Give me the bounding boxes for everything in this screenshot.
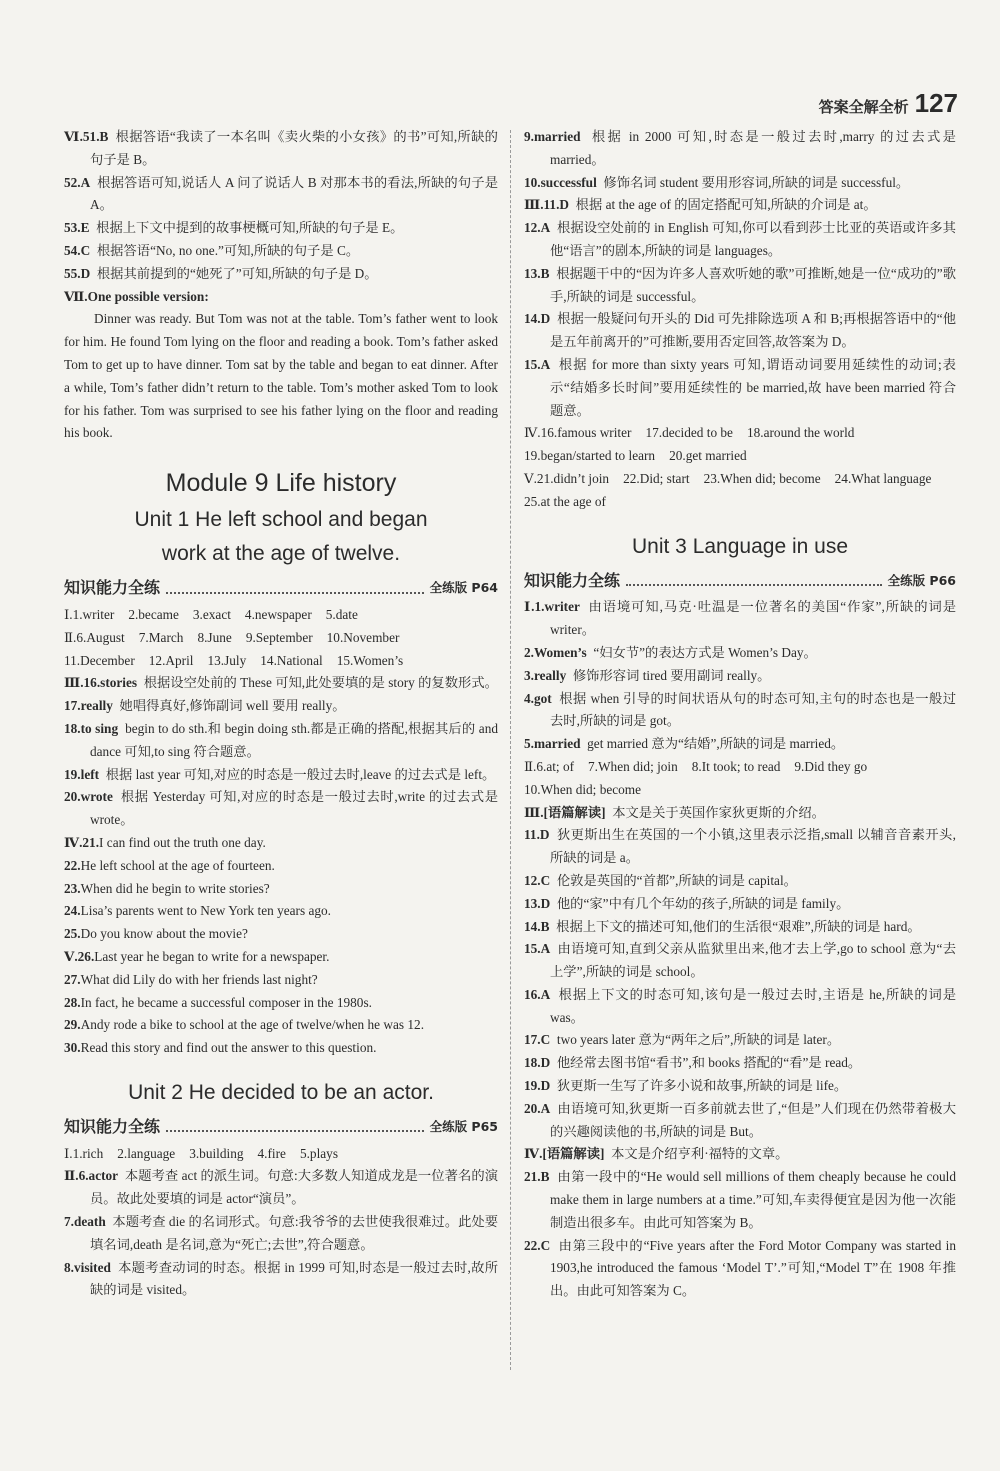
answer-item: 30.Read this story and find out the answer to this question.	[64, 1040, 377, 1056]
unit1-section-heading	[64, 577, 498, 600]
dotted-leader	[626, 576, 882, 586]
unit3-row-8: 10.When did; become	[524, 781, 642, 797]
unit1-answers	[64, 672, 498, 1060]
unit2-section-heading	[64, 1116, 498, 1139]
answer-item: Ⅰ.1.writer 由语境可知,马克·吐温是一位著名的美国“作家”,所缺的词是 writer。	[524, 599, 956, 638]
answer-item: 11.D 狄更斯出生在英国的一个小镇,这里表示泛指,small 以辅音音素开头,所缺的词是 a。	[524, 827, 956, 866]
answer-item: 21.B 由第一段中的“He would sell millions of them cheaply because he could make them in large numbers at a time.”可知,车卖得便宜是因为他一次能制造出很多车。由此可知答案为 B。	[524, 1169, 956, 1230]
answer-item: 53.E 根据上下文中提到的故事梗概可知,所缺的句子是 E。	[64, 220, 404, 236]
section-label: 知识能力全练	[64, 1116, 161, 1136]
answer-item: Ⅳ.21.I can find out the truth one day.	[64, 834, 266, 850]
answer-item: 2.Women’s “妇女节”的表达方式是 Women’s Day。	[524, 644, 817, 660]
answer-item: 7.death 本题考查 die 的名词形式。句意:我爷爷的去世使我很难过。此处要填名词,death 是名词,意为“死亡;去世”,符合题意。	[64, 1214, 499, 1252]
answer-item: 17.C two years later 意为“两年之后”,所缺的词是 later。	[524, 1032, 841, 1048]
unit2-answers-continued	[524, 126, 956, 422]
answer-item: 13.B 根据题干中的“因为许多人喜欢听她的歌”可推断,她是一位“成功的”歌手,所缺的词是 successful。	[524, 265, 956, 304]
answer-item: 29.Andy rode a bike to school at the age of twelve/when he was 12.	[64, 1017, 425, 1033]
answer-item: 10.successful 修饰名词 student 要用形容词,所缺的词是 successful。	[524, 174, 910, 190]
page-reference: 全练版 P65	[429, 1118, 498, 1134]
dotted-leader	[166, 584, 424, 594]
answer-item: 24.Lisa’s parents went to New York ten years ago.	[64, 903, 331, 919]
answer-item: 20.wrote 根据 Yesterday 可知,对应的时态是一般过去时,write 的过去式是 wrote。	[64, 789, 498, 828]
page-reference: 全练版 P66	[887, 572, 956, 588]
section-label: 知识能力全练	[64, 578, 161, 598]
essay-heading: Ⅶ.One possible version:	[64, 288, 209, 304]
answers-51-55	[64, 126, 498, 286]
answer-item: 54.C 根据答语“No, no one.”可知,所缺的句子是 C。	[64, 242, 360, 258]
unit2-row-6: Ⅴ.21.didn’t join 22.Did; start 23.When did; become 24.What language 25.at the age of	[524, 470, 932, 509]
unit1-row-2: Ⅱ.6.August 7.March 8.June 9.September 10.November	[64, 629, 400, 645]
answer-item: 23.When did he begin to write stories?	[64, 880, 270, 896]
answer-item: 19.left 根据 last year 可知,对应的时态是一般过去时,leave 的过去式是 left。	[64, 766, 496, 782]
answer-item: 14.D 根据一般疑问句开头的 Did 可先排除选项 A 和 B;再根据答语中的“他是五年前离开的”可推断,要用否定回答,故答案为 D。	[524, 311, 956, 350]
unit2-row-4: Ⅳ.16.famous writer 17.decided to be 18.around the world	[524, 425, 855, 441]
right-column	[524, 126, 956, 1303]
answer-item: Ⅲ.11.D 根据 at the age of 的固定搭配可知,所缺的介词是 at。	[524, 197, 877, 213]
unit3-answers-part2	[524, 802, 956, 1304]
page-header	[819, 88, 958, 119]
unit1-title-line2: work at the age of twelve.	[161, 542, 401, 566]
answer-item: 4.got 根据 when 引导的时间状语从句的时态可知,主句的时态也是一般过去时,所缺的词是 got。	[524, 690, 956, 729]
answer-item: 16.A 根据上下文的时态可知,该句是一般过去时,主语是 he,所缺的词是 was。	[524, 986, 956, 1025]
answer-item: 15.A 由语境可知,直到父亲从监狱里出来,他才去上学,go to school 意为“去上学”,所缺的词是 school。	[524, 941, 957, 980]
unit3-title: Unit 3 Language in use	[632, 534, 848, 558]
answer-item: 17.really 她唱得真好,修饰副词 well 要用 really。	[64, 698, 346, 714]
unit3-row-7: Ⅱ.6.at; of 7.When did; join 8.It took; to read 9.Did they go	[524, 758, 868, 774]
answer-item: Ⅲ.[语篇解读] 本文是关于英国作家狄更斯的介绍。	[524, 804, 825, 820]
left-column	[64, 126, 498, 1302]
answer-item: Ⅵ.51.B 根据答语“我读了一本名叫《卖火柴的小女孩》的书”可知,所缺的句子是 B。	[64, 129, 498, 167]
page-number: 127	[914, 88, 958, 118]
answer-item: 25.Do you know about the movie?	[64, 926, 248, 942]
unit2-title: Unit 2 He decided to be an actor.	[128, 1080, 434, 1104]
answer-item: 12.C 伦敦是英国的“首都”,所缺的词是 capital。	[524, 872, 797, 888]
answer-item: 28.In fact, he became a successful composer in the 1980s.	[64, 994, 372, 1010]
section-label: 知识能力全练	[524, 570, 621, 590]
column-divider	[510, 130, 511, 1370]
sample-essay: Dinner was ready. But Tom was not at the table. Tom’s father went to look for him. He found Tom lying on the floor and reading a book. Tom’s father asked Tom to get up to have dinner. Tom sat by the table and began to eat dinner. After a while, Tom’s father didn’t return to the table. Tom’s mother asked Tom to look for his father. Tom was surprised to see his father lying on the floor and reading his book.	[64, 311, 498, 441]
header-title: 答案全解全析	[818, 98, 909, 116]
answer-item: 22.C 由第三段中的“Five years after the Ford Motor Company was started in 1903,he introduced the famous ‘Model T’.”可知,“Model T”在 1908 年推出。由此可知答案为 C。	[524, 1237, 956, 1299]
dotted-leader	[166, 1122, 424, 1132]
answer-item: 55.D 根据其前提到的“她死了”可知,所缺的句子是 D。	[64, 265, 378, 281]
unit2-row-5: 19.began/started to learn 20.get married	[524, 448, 747, 464]
answer-item: 5.married get married 意为“结婚”,所缺的词是 married。	[524, 736, 845, 752]
answer-item: Ⅱ.6.actor 本题考查 act 的派生词。句意:大多数人知道成龙是一位著名的演员。故此处要填的词是 actor“演员”。	[64, 1168, 498, 1207]
answer-item: 14.B 根据上下文的描述可知,他们的生活很“艰难”,所缺的词是 hard。	[524, 918, 921, 934]
answer-item: 22.He left school at the age of fourteen.	[64, 857, 275, 873]
answer-item: Ⅳ.[语篇解读] 本文是介绍亨利·福特的文章。	[524, 1146, 789, 1162]
answer-item: Ⅴ.26.Last year he began to write for a newspaper.	[64, 948, 330, 964]
answer-item: 13.D 他的“家”中有几个年幼的孩子,所缺的词是 family。	[524, 895, 850, 911]
unit1-title-line1: Unit 1 He left school and began	[134, 508, 428, 532]
answer-item: 52.A 根据答语可知,说话人 A 问了说话人 B 对那本书的看法,所缺的句子是 A。	[64, 174, 499, 213]
answer-item: 18.D 他经常去图书馆“看书”,和 books 搭配的“看”是 read。	[524, 1055, 862, 1071]
answer-item: 15.A 根据 for more than sixty years 可知,谓语动词要用延续性的动词;表示“结婚多长时间”要用延续性的 be married,故 have been married 符合题意。	[524, 356, 956, 418]
answer-item: 18.to sing begin to do sth.和 begin doing sth.都是正确的搭配,根据其后的 and dance 可知,to sing 符合题意。	[64, 720, 498, 759]
unit1-row-3: 11.December 12.April 13.July 14.National 15.Women’s	[64, 652, 404, 668]
answer-item: 27.What did Lily do with her friends last night?	[64, 971, 318, 987]
answer-item: Ⅲ.16.stories 根据设空处前的 These 可知,此处要填的是 story 的复数形式。	[64, 675, 498, 691]
answer-item: 9.married 根据 in 2000 可知,时态是一般过去时,marry 的过去式是 married。	[524, 129, 956, 167]
unit2-answers	[64, 1165, 498, 1302]
answer-item: 8.visited 本题考查动词的时态。根据 in 1999 可知,时态是一般过去时,故所缺的词是 visited。	[64, 1259, 498, 1298]
answer-item: 12.A 根据设空处前的 in English 可知,你可以看到莎士比亚的英语或许多其他“语言”的剧本,所缺的词是 languages。	[524, 220, 956, 258]
unit2-row-1: Ⅰ.1.rich 2.language 3.building 4.fire 5.plays	[64, 1145, 338, 1161]
module-title: Module 9 Life history	[165, 469, 397, 498]
unit1-row-1: Ⅰ.1.writer 2.became 3.exact 4.newspaper 5.date	[64, 606, 358, 622]
unit3-section-heading	[524, 570, 956, 593]
answer-item: 19.D 狄更斯一生写了许多小说和故事,所缺的词是 life。	[524, 1078, 848, 1094]
answer-item: 3.really 修饰形容词 tired 要用副词 really。	[524, 667, 771, 683]
page-reference: 全练版 P64	[429, 580, 498, 596]
unit3-answers-part1	[524, 596, 956, 756]
answer-item: 20.A 由语境可知,狄更斯一百多前就去世了,“但是”人们现在仍然带着极大的兴趣阅读他的书,所缺的词是 But。	[524, 1100, 956, 1139]
